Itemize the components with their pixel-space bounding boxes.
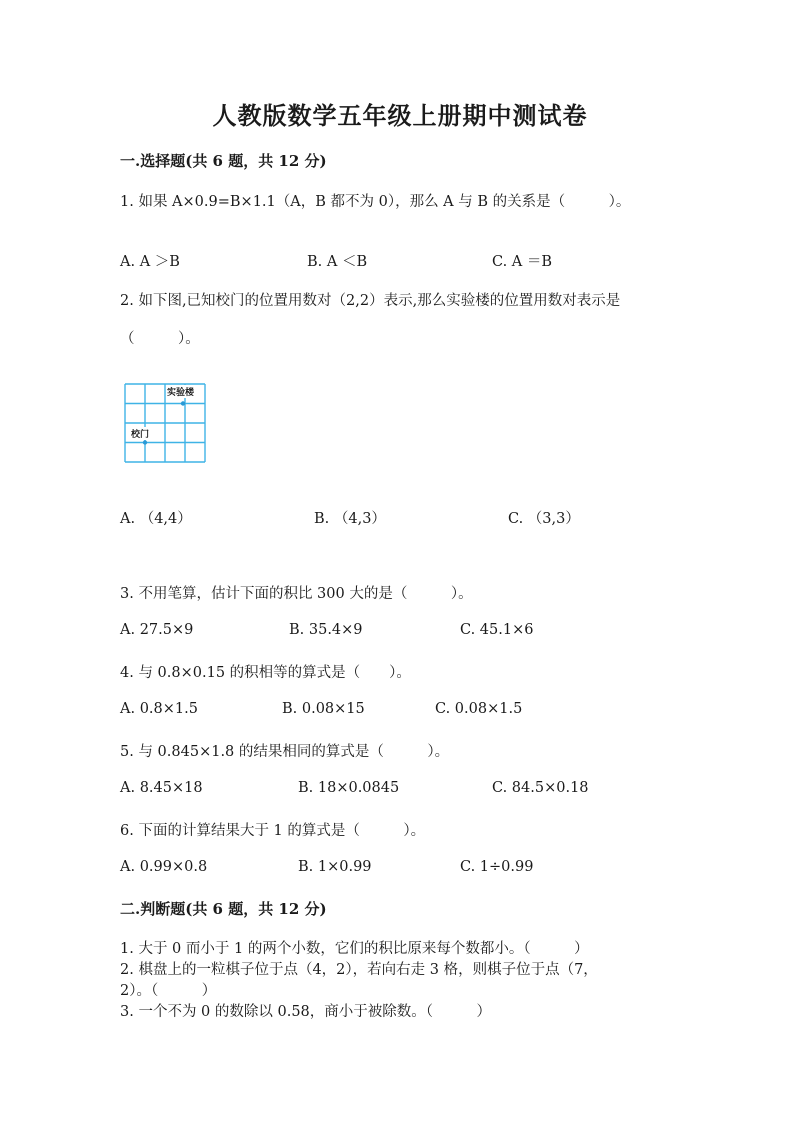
coordinate-grid-figure	[124, 383, 206, 463]
question-6-text: 6. 下面的计算结果大于 1 的算式是（ ）。	[120, 823, 426, 839]
question-4-option-a: A. 0.8×1.5	[120, 701, 198, 717]
lab-point	[181, 401, 185, 405]
question-5-text: 5. 与 0.845×1.8 的结果相同的算式是（ ）。	[120, 744, 450, 760]
question-5-option-c: C. 84.5×0.18	[492, 780, 589, 796]
question-6-option-a: A. 0.99×0.8	[120, 859, 208, 875]
judgement-3-text: 3. 一个不为 0 的数除以 0.58，商小于被除数。（ ）	[120, 1004, 492, 1020]
question-2-option-a: A. （4,4）	[120, 511, 192, 527]
question-3-option-a: A. 27.5×9	[120, 622, 194, 638]
question-4-option-b: B. 0.08×15	[282, 701, 365, 717]
question-3-option-b: B. 35.4×9	[289, 622, 363, 638]
question-1-text: 1. 如果 A×0.9=B×1.1（A，B 都不为 0），那么 A 与 B 的关系是（ ）。	[120, 194, 631, 210]
question-4-text: 4. 与 0.8×0.15 的积相等的算式是（ ）。	[120, 665, 411, 681]
question-3-text: 3. 不用笔算，估计下面的积比 300 大的是（ ）。	[120, 586, 473, 602]
judgement-2-text-line1: 2. 棋盘上的一粒棋子位于点（4，2），若向右走 3 格，则棋子位于点（7，	[120, 962, 598, 978]
question-4-option-c: C. 0.08×1.5	[435, 701, 523, 717]
question-3-option-c: C. 45.1×6	[460, 622, 534, 638]
page-title: 人教版数学五年级上册期中测试卷	[212, 101, 588, 130]
question-5-option-a: A. 8.45×18	[120, 780, 203, 796]
question-6-option-b: B. 1×0.99	[298, 859, 372, 875]
judgement-1-text: 1. 大于 0 而小于 1 的两个小数，它们的积比原来每个数都小。（ ）	[120, 941, 589, 957]
gate-point	[143, 440, 147, 444]
question-1-option-c: C. A ＝B	[492, 254, 553, 270]
question-2-option-b: B. （4,3）	[314, 511, 386, 527]
judgement-2-text-line2: 2）。（ ）	[120, 983, 217, 999]
label-gate: 校门	[130, 427, 150, 440]
question-1-option-a: A. A ＞B	[120, 254, 180, 270]
question-2-text-line2: （ ）。	[120, 331, 200, 347]
question-2-text-line1: 2. 如下图,已知校门的位置用数对（2,2）表示,那么实验楼的位置用数对表示是	[120, 293, 621, 309]
question-6-option-c: C. 1÷0.99	[460, 859, 534, 875]
label-lab: 实验楼	[166, 385, 195, 398]
section-heading-choice: 一.选择题(共 6 题，共 12 分)	[120, 152, 327, 170]
question-1-option-b: B. A ＜B	[307, 254, 368, 270]
question-2-option-c: C. （3,3）	[508, 511, 580, 527]
section-heading-judgement: 二.判断题(共 6 题，共 12 分)	[120, 900, 327, 918]
question-5-option-b: B. 18×0.0845	[298, 780, 400, 796]
